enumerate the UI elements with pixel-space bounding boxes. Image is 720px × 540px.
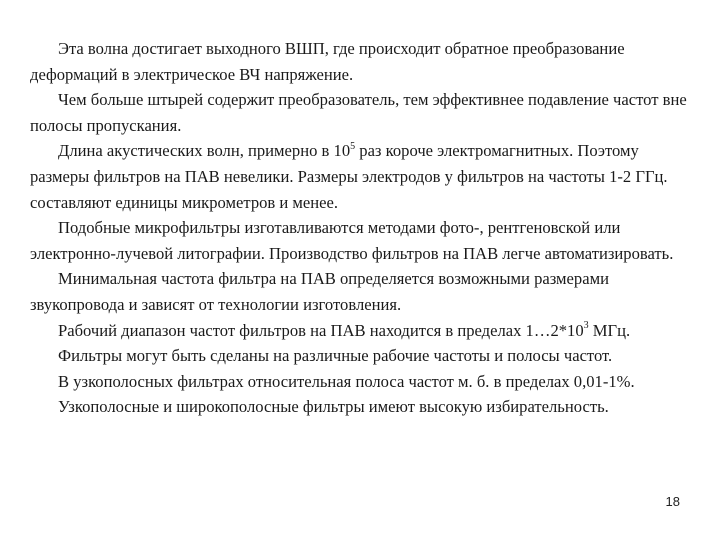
frequency-range-text-start: Рабочий диапазон частот фильтров на ПАВ находится в пределах 1…2*10	[58, 320, 584, 340]
paragraph-wavelength	[30, 138, 695, 215]
frequency-range-text-end: МГц.	[588, 320, 631, 340]
wavelength-exponent: 5	[350, 140, 356, 152]
paragraph-relative-bandwidth: В узкополосных фильтрах относительная полоса частот м. б. в пределах 0,01-1%.	[58, 371, 635, 391]
wavelength-text-end: раз короче электромагнитных. Поэтому размеры фильтров на ПАВ невелики. Размеры электродов у фильтров на частоты 1-2 ГГц. составляют единицы микрометров и менее.	[30, 141, 668, 212]
paragraph-output-idt: Эта волна достигает выходного ВШП, где происходит обратное преобразование деформаций в электрическое ВЧ напряжение.	[30, 39, 625, 84]
paragraph-idt-fingers: Чем больше штырей содержит преобразователь, тем эффективнее подавление частот вне полосы пропускания.	[30, 90, 687, 135]
slide-body-text	[30, 36, 695, 420]
paragraph-frequencies-bands: Фильтры могут быть сделаны на различные рабочие частоты и полосы частот.	[58, 346, 613, 366]
page-number: 18	[665, 494, 680, 509]
frequency-range-exponent: 3	[583, 320, 589, 331]
paragraph-selectivity: Узкополосные и широкополосные фильтры имеют высокую избирательность.	[58, 397, 609, 417]
paragraph-min-frequency: Минимальная частота фильтра на ПАВ определяется возможными размерами звукопровода и зависят от технологии изготовления.	[30, 269, 609, 314]
paragraph-frequency-range	[30, 318, 695, 344]
paragraph-lithography: Подобные микрофильтры изготавливаются методами фото-, рентгеновской или электронно-лучевой литографии. Производство фильтров на ПАВ легче автоматизировать.	[30, 218, 674, 263]
wavelength-text-start: Длина акустических волн, примерно в 10	[58, 141, 351, 161]
